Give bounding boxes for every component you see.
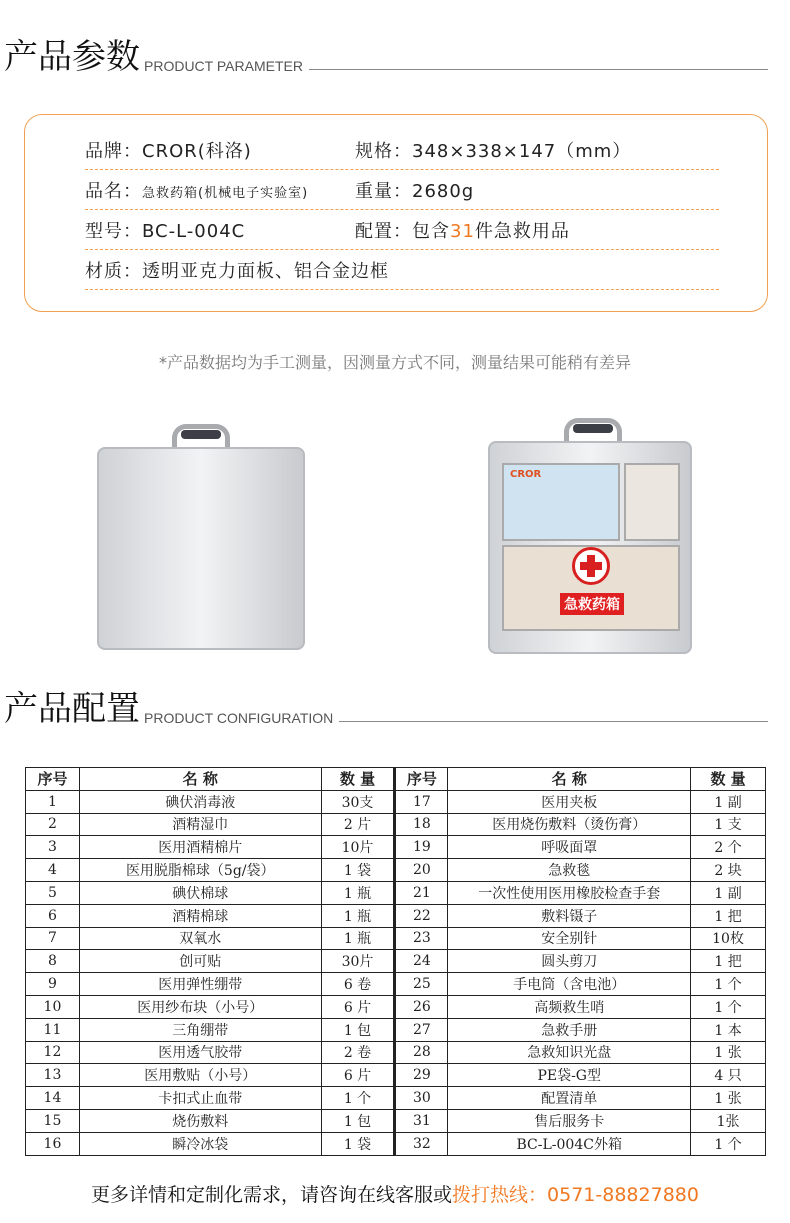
item-qty: 6 片 — [321, 1064, 395, 1087]
item-no: 10 — [26, 995, 80, 1018]
config-suffix: 件急救用品 — [474, 221, 570, 242]
param-row — [85, 171, 719, 210]
item-name: 医用透气胶带 — [79, 1041, 321, 1064]
item-name: PE袋-G型 — [448, 1064, 691, 1087]
item-no: 30 — [395, 1087, 448, 1110]
item-no: 21 — [395, 881, 448, 904]
item-qty: 1 个 — [691, 973, 766, 996]
weight-label: 重量： — [355, 181, 412, 202]
config-prefix: 包含 — [412, 221, 450, 242]
item-qty: 1 袋 — [321, 1132, 395, 1155]
table-row — [26, 859, 766, 882]
item-no: 26 — [395, 995, 448, 1018]
item-name: 卡扣式止血带 — [79, 1087, 321, 1110]
column-header: 名 称 — [79, 768, 321, 791]
divider — [309, 69, 768, 70]
item-no: 24 — [395, 950, 448, 973]
item-name: 医用弹性绷带 — [79, 973, 321, 996]
item-no: 31 — [395, 1109, 448, 1132]
item-name: 三角绷带 — [79, 1018, 321, 1041]
param-row — [85, 251, 719, 290]
item-qty: 1 把 — [691, 950, 766, 973]
item-no: 28 — [395, 1041, 448, 1064]
footer — [0, 1180, 790, 1207]
config-section-title — [4, 690, 768, 728]
weight-value: 2680g — [412, 181, 475, 202]
name-label: 品名： — [85, 181, 142, 202]
item-qty: 4 只 — [691, 1064, 766, 1087]
table-row — [26, 1064, 766, 1087]
spec-value: 348×338×147（mm） — [412, 141, 632, 162]
item-name: 医用纱布块（小号） — [79, 995, 321, 1018]
param-row — [85, 131, 719, 170]
item-name: 急救知识光盘 — [448, 1041, 691, 1064]
item-no: 1 — [26, 790, 80, 813]
item-qty: 1 张 — [691, 1087, 766, 1110]
item-name: 高频救生哨 — [448, 995, 691, 1018]
item-qty: 2 卷 — [321, 1041, 395, 1064]
material-value: 透明亚克力面板、铝合金边框 — [142, 261, 389, 282]
shelf-top-left — [502, 463, 620, 541]
item-no: 6 — [26, 904, 80, 927]
kit-label: 急救药箱 — [560, 593, 624, 615]
param-row — [85, 211, 719, 250]
item-no: 2 — [26, 813, 80, 836]
item-no: 5 — [26, 881, 80, 904]
item-no: 22 — [395, 904, 448, 927]
item-no: 17 — [395, 790, 448, 813]
item-no: 32 — [395, 1132, 448, 1155]
table-row — [26, 995, 766, 1018]
material-label: 材质： — [85, 261, 142, 282]
item-qty: 30片 — [321, 950, 395, 973]
item-qty: 2 片 — [321, 813, 395, 836]
model-value: BC-L-004C — [142, 221, 246, 242]
column-header: 序号 — [26, 768, 80, 791]
item-qty: 1 瓶 — [321, 904, 395, 927]
config-table — [25, 767, 766, 1156]
item-name: 碘伏棉球 — [79, 881, 321, 904]
item-name: 一次性使用医用橡胶检查手套 — [448, 881, 691, 904]
item-qty: 30支 — [321, 790, 395, 813]
table-row — [26, 927, 766, 950]
item-no: 8 — [26, 950, 80, 973]
table-row — [26, 836, 766, 859]
item-name: 医用夹板 — [448, 790, 691, 813]
item-qty: 1 把 — [691, 904, 766, 927]
item-name: 呼吸面罩 — [448, 836, 691, 859]
item-no: 27 — [395, 1018, 448, 1041]
item-no: 19 — [395, 836, 448, 859]
item-name: 医用烧伤敷料（烫伤膏） — [448, 813, 691, 836]
item-qty: 1 副 — [691, 881, 766, 904]
column-header: 序号 — [395, 768, 448, 791]
item-qty: 2 块 — [691, 859, 766, 882]
item-name: 急救手册 — [448, 1018, 691, 1041]
model-label: 型号： — [85, 221, 142, 242]
handle-grip — [573, 424, 613, 433]
item-name: 敷料镊子 — [448, 904, 691, 927]
item-qty: 1 支 — [691, 813, 766, 836]
item-name: 碘伏消毒液 — [79, 790, 321, 813]
column-header: 名 称 — [448, 768, 691, 791]
item-qty: 1 袋 — [321, 859, 395, 882]
table-row — [26, 881, 766, 904]
item-no: 4 — [26, 859, 80, 882]
case-back — [97, 447, 305, 650]
item-qty: 1 副 — [691, 790, 766, 813]
table-row — [26, 790, 766, 813]
table-row — [26, 1018, 766, 1041]
item-qty: 1 张 — [691, 1041, 766, 1064]
brand-logo: CROR — [510, 469, 542, 480]
item-no: 13 — [26, 1064, 80, 1087]
item-no: 15 — [26, 1109, 80, 1132]
item-name: 急救毯 — [448, 859, 691, 882]
item-name: 圆头剪刀 — [448, 950, 691, 973]
item-qty: 10片 — [321, 836, 395, 859]
item-name: 创可贴 — [79, 950, 321, 973]
spec-label: 规格： — [355, 141, 412, 162]
item-name: 医用敷贴（小号） — [79, 1064, 321, 1087]
item-name: 烧伤敷料 — [79, 1109, 321, 1132]
item-qty: 6 片 — [321, 995, 395, 1018]
table-row — [26, 1041, 766, 1064]
item-qty: 10枚 — [691, 927, 766, 950]
item-no: 11 — [26, 1018, 80, 1041]
item-name: 酒精湿巾 — [79, 813, 321, 836]
item-name: 配置清单 — [448, 1087, 691, 1110]
item-no: 14 — [26, 1087, 80, 1110]
item-no: 3 — [26, 836, 80, 859]
item-qty: 6 卷 — [321, 973, 395, 996]
table-row — [26, 1132, 766, 1155]
table-row — [26, 904, 766, 927]
table-header — [26, 768, 766, 791]
config-label: 配置： — [355, 221, 412, 242]
section-title-cn: 产品配置 — [4, 689, 140, 729]
item-name: 医用脱脂棉球（5g/袋） — [79, 859, 321, 882]
item-name: 安全别针 — [448, 927, 691, 950]
column-header: 数 量 — [321, 768, 395, 791]
item-no: 18 — [395, 813, 448, 836]
table-row — [26, 1109, 766, 1132]
item-no: 23 — [395, 927, 448, 950]
item-no: 20 — [395, 859, 448, 882]
brand-label: 品牌： — [85, 141, 142, 162]
item-no: 16 — [26, 1132, 80, 1155]
table-row — [26, 1087, 766, 1110]
table-row — [26, 950, 766, 973]
case-front — [488, 441, 692, 654]
item-qty: 1 个 — [691, 995, 766, 1018]
item-qty: 1 包 — [321, 1018, 395, 1041]
item-no: 29 — [395, 1064, 448, 1087]
footer-text: 更多详情和定制化需求，请咨询在线客服或 — [91, 1184, 453, 1206]
measurement-note: *产品数据均为手工测量，因测量方式不同，测量结果可能稍有差异 — [158, 353, 631, 372]
hotline: 拨打热线：0571-88827880 — [452, 1184, 699, 1206]
brand-value: CROR(科洛) — [142, 141, 252, 162]
shelf-top-right — [624, 463, 680, 541]
section-title-en: PRODUCT CONFIGURATION — [144, 710, 334, 726]
handle-grip — [181, 430, 221, 439]
item-name: 双氧水 — [79, 927, 321, 950]
name-value: 急救药箱(机械电子实验室) — [142, 186, 309, 201]
item-name: 酒精棉球 — [79, 904, 321, 927]
config-count: 31 — [450, 221, 475, 242]
item-no: 7 — [26, 927, 80, 950]
item-name: 售后服务卡 — [448, 1109, 691, 1132]
item-name: BC-L-004C外箱 — [448, 1132, 691, 1155]
item-qty: 1张 — [691, 1109, 766, 1132]
section-title-en: PRODUCT PARAMETER — [144, 58, 303, 74]
item-name: 手电筒（含电池） — [448, 973, 691, 996]
column-header: 数 量 — [691, 768, 766, 791]
params-section-title — [4, 38, 768, 76]
table-row — [26, 813, 766, 836]
item-qty: 1 瓶 — [321, 927, 395, 950]
item-qty: 2 个 — [691, 836, 766, 859]
shelf-bottom — [502, 545, 680, 631]
item-qty: 1 个 — [691, 1132, 766, 1155]
item-no: 12 — [26, 1041, 80, 1064]
item-qty: 1 个 — [321, 1087, 395, 1110]
table-row — [26, 973, 766, 996]
params-box — [24, 114, 768, 312]
divider — [339, 721, 768, 722]
item-no: 25 — [395, 973, 448, 996]
item-name: 医用酒精棉片 — [79, 836, 321, 859]
red-cross-icon — [572, 547, 610, 585]
item-no: 9 — [26, 973, 80, 996]
item-qty: 1 包 — [321, 1109, 395, 1132]
item-name: 瞬冷冰袋 — [79, 1132, 321, 1155]
item-qty: 1 瓶 — [321, 881, 395, 904]
item-qty: 1 本 — [691, 1018, 766, 1041]
section-title-cn: 产品参数 — [4, 37, 140, 77]
